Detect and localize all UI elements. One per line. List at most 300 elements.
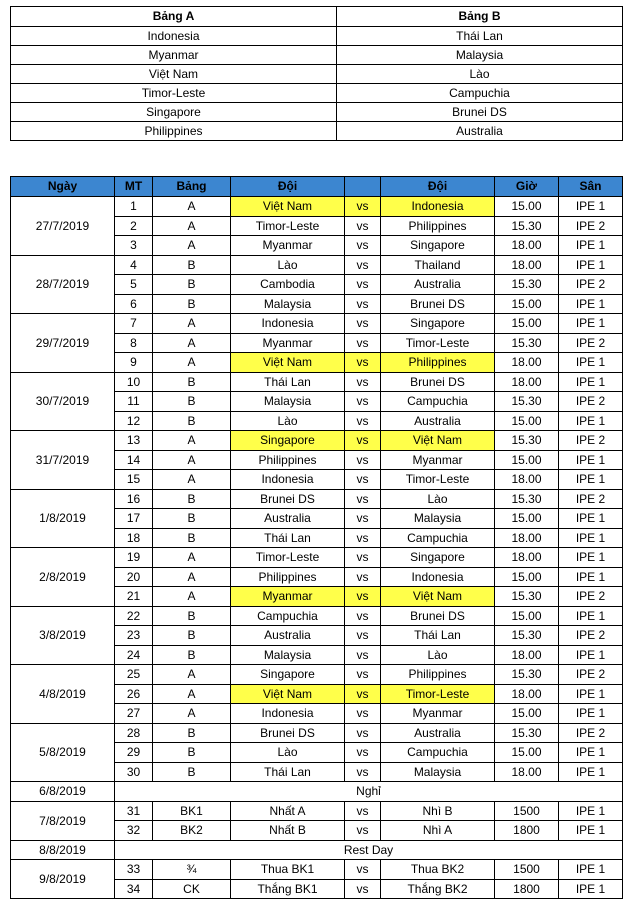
match-number: 21 bbox=[115, 587, 153, 607]
match-group: ¾ bbox=[153, 860, 231, 880]
team2: Brunei DS bbox=[381, 606, 495, 626]
match-number: 2 bbox=[115, 216, 153, 236]
match-venue: IPE 2 bbox=[559, 626, 623, 646]
vs-label: vs bbox=[345, 704, 381, 724]
vs-label: vs bbox=[345, 509, 381, 529]
group-a-team: Timor-Leste bbox=[11, 84, 337, 103]
team1: Indonesia bbox=[231, 470, 345, 490]
match-venue: IPE 1 bbox=[559, 450, 623, 470]
team1: Cambodia bbox=[231, 275, 345, 295]
match-number: 27 bbox=[115, 704, 153, 724]
team2: Thắng BK2 bbox=[381, 879, 495, 899]
match-time: 15.00 bbox=[495, 197, 559, 217]
match-venue: IPE 2 bbox=[559, 587, 623, 607]
match-group: B bbox=[153, 255, 231, 275]
team1: Philippines bbox=[231, 450, 345, 470]
match-group: A bbox=[153, 684, 231, 704]
match-time: 15.00 bbox=[495, 450, 559, 470]
match-date: 8/8/2019 bbox=[11, 840, 115, 860]
header-time: Giờ bbox=[495, 177, 559, 197]
team1: Singapore bbox=[231, 431, 345, 451]
match-date: 2/8/2019 bbox=[11, 548, 115, 607]
group-a-header: Bảng A bbox=[11, 7, 337, 27]
match-venue: IPE 1 bbox=[559, 821, 623, 841]
match-date: 9/8/2019 bbox=[11, 860, 115, 899]
team1: Indonesia bbox=[231, 314, 345, 334]
match-number: 16 bbox=[115, 489, 153, 509]
match-number: 5 bbox=[115, 275, 153, 295]
match-time: 15.30 bbox=[495, 626, 559, 646]
match-number: 11 bbox=[115, 392, 153, 412]
match-number: 7 bbox=[115, 314, 153, 334]
schedule-table bbox=[10, 176, 623, 899]
group-b-team: Lào bbox=[337, 65, 623, 84]
team1: Myanmar bbox=[231, 587, 345, 607]
match-venue: IPE 2 bbox=[559, 431, 623, 451]
match-date: 31/7/2019 bbox=[11, 431, 115, 490]
group-row bbox=[11, 65, 623, 84]
match-group: B bbox=[153, 606, 231, 626]
match-number: 10 bbox=[115, 372, 153, 392]
match-number: 14 bbox=[115, 450, 153, 470]
vs-label: vs bbox=[345, 860, 381, 880]
match-group: B bbox=[153, 294, 231, 314]
team1: Lào bbox=[231, 411, 345, 431]
table-row bbox=[11, 372, 623, 392]
group-row bbox=[11, 122, 623, 141]
match-number: 23 bbox=[115, 626, 153, 646]
vs-label: vs bbox=[345, 762, 381, 782]
match-time: 15.30 bbox=[495, 665, 559, 685]
group-row bbox=[11, 27, 623, 46]
team2: Campuchia bbox=[381, 392, 495, 412]
match-number: 1 bbox=[115, 197, 153, 217]
group-b-team: Campuchia bbox=[337, 84, 623, 103]
match-group: B bbox=[153, 645, 231, 665]
match-number: 25 bbox=[115, 665, 153, 685]
match-group: A bbox=[153, 450, 231, 470]
match-time: 15.00 bbox=[495, 743, 559, 763]
vs-label: vs bbox=[345, 294, 381, 314]
team2: Indonesia bbox=[381, 197, 495, 217]
match-group: B bbox=[153, 392, 231, 412]
team1: Thua BK1 bbox=[231, 860, 345, 880]
group-a-team: Indonesia bbox=[11, 27, 337, 46]
match-venue: IPE 1 bbox=[559, 548, 623, 568]
match-date: 3/8/2019 bbox=[11, 606, 115, 665]
match-venue: IPE 1 bbox=[559, 372, 623, 392]
schedule-header-row bbox=[11, 177, 623, 197]
match-venue: IPE 1 bbox=[559, 509, 623, 529]
team2: Singapore bbox=[381, 314, 495, 334]
match-venue: IPE 1 bbox=[559, 606, 623, 626]
team2: Myanmar bbox=[381, 450, 495, 470]
match-date: 29/7/2019 bbox=[11, 314, 115, 373]
table-row bbox=[11, 489, 623, 509]
match-group: A bbox=[153, 314, 231, 334]
team1: Nhất A bbox=[231, 801, 345, 821]
team2: Nhì A bbox=[381, 821, 495, 841]
team2: Philippines bbox=[381, 353, 495, 373]
match-venue: IPE 1 bbox=[559, 684, 623, 704]
match-venue: IPE 1 bbox=[559, 801, 623, 821]
match-time: 15.30 bbox=[495, 392, 559, 412]
team2: Brunei DS bbox=[381, 294, 495, 314]
team1: Brunei DS bbox=[231, 489, 345, 509]
group-a-team: Singapore bbox=[11, 103, 337, 122]
match-time: 15.00 bbox=[495, 509, 559, 529]
table-row bbox=[11, 431, 623, 451]
match-time: 18.00 bbox=[495, 255, 559, 275]
team1: Myanmar bbox=[231, 236, 345, 256]
match-group: B bbox=[153, 743, 231, 763]
match-venue: IPE 1 bbox=[559, 528, 623, 548]
match-group: A bbox=[153, 567, 231, 587]
group-b-team: Brunei DS bbox=[337, 103, 623, 122]
match-group: A bbox=[153, 470, 231, 490]
match-time: 15.00 bbox=[495, 606, 559, 626]
team2: Malaysia bbox=[381, 762, 495, 782]
match-number: 32 bbox=[115, 821, 153, 841]
match-venue: IPE 1 bbox=[559, 294, 623, 314]
table-row bbox=[11, 801, 623, 821]
match-venue: IPE 1 bbox=[559, 645, 623, 665]
match-group: A bbox=[153, 216, 231, 236]
match-group: A bbox=[153, 587, 231, 607]
header-vs bbox=[345, 177, 381, 197]
team2: Việt Nam bbox=[381, 431, 495, 451]
team2: Malaysia bbox=[381, 509, 495, 529]
vs-label: vs bbox=[345, 333, 381, 353]
match-group: CK bbox=[153, 879, 231, 899]
vs-label: vs bbox=[345, 255, 381, 275]
match-time: 1800 bbox=[495, 821, 559, 841]
table-row bbox=[11, 197, 623, 217]
vs-label: vs bbox=[345, 353, 381, 373]
table-row bbox=[11, 860, 623, 880]
match-group: BK2 bbox=[153, 821, 231, 841]
match-date: 7/8/2019 bbox=[11, 801, 115, 840]
table-row bbox=[11, 606, 623, 626]
vs-label: vs bbox=[345, 723, 381, 743]
groups-body bbox=[11, 27, 623, 141]
match-time: 18.00 bbox=[495, 762, 559, 782]
team2: Australia bbox=[381, 411, 495, 431]
team2: Australia bbox=[381, 723, 495, 743]
match-date: 28/7/2019 bbox=[11, 255, 115, 314]
group-b-team: Malaysia bbox=[337, 46, 623, 65]
team1: Myanmar bbox=[231, 333, 345, 353]
match-group: B bbox=[153, 626, 231, 646]
match-number: 4 bbox=[115, 255, 153, 275]
team2: Singapore bbox=[381, 236, 495, 256]
match-number: 6 bbox=[115, 294, 153, 314]
match-time: 1500 bbox=[495, 801, 559, 821]
header-venue: Sân bbox=[559, 177, 623, 197]
team1: Việt Nam bbox=[231, 684, 345, 704]
group-row bbox=[11, 84, 623, 103]
match-group: B bbox=[153, 509, 231, 529]
vs-label: vs bbox=[345, 197, 381, 217]
group-a-team: Philippines bbox=[11, 122, 337, 141]
team1: Việt Nam bbox=[231, 353, 345, 373]
note-row bbox=[11, 782, 623, 802]
match-group: B bbox=[153, 723, 231, 743]
team2: Việt Nam bbox=[381, 587, 495, 607]
match-time: 15.30 bbox=[495, 275, 559, 295]
table-row bbox=[11, 255, 623, 275]
team1: Lào bbox=[231, 255, 345, 275]
team1: Thái Lan bbox=[231, 762, 345, 782]
team1: Timor-Leste bbox=[231, 548, 345, 568]
vs-label: vs bbox=[345, 821, 381, 841]
group-b-team: Thái Lan bbox=[337, 27, 623, 46]
match-venue: IPE 1 bbox=[559, 236, 623, 256]
team2: Singapore bbox=[381, 548, 495, 568]
match-time: 18.00 bbox=[495, 372, 559, 392]
vs-label: vs bbox=[345, 216, 381, 236]
team2: Brunei DS bbox=[381, 372, 495, 392]
match-number: 13 bbox=[115, 431, 153, 451]
vs-label: vs bbox=[345, 392, 381, 412]
match-group: B bbox=[153, 372, 231, 392]
match-date: 30/7/2019 bbox=[11, 372, 115, 431]
match-number: 20 bbox=[115, 567, 153, 587]
match-venue: IPE 1 bbox=[559, 197, 623, 217]
match-group: A bbox=[153, 236, 231, 256]
match-time: 15.30 bbox=[495, 431, 559, 451]
match-venue: IPE 1 bbox=[559, 743, 623, 763]
match-venue: IPE 1 bbox=[559, 255, 623, 275]
table-row bbox=[11, 665, 623, 685]
match-time: 18.00 bbox=[495, 548, 559, 568]
team2: Indonesia bbox=[381, 567, 495, 587]
match-group: B bbox=[153, 528, 231, 548]
match-date: 6/8/2019 bbox=[11, 782, 115, 802]
header-team2: Đội bbox=[381, 177, 495, 197]
vs-label: vs bbox=[345, 801, 381, 821]
match-venue: IPE 2 bbox=[559, 723, 623, 743]
team2: Campuchia bbox=[381, 743, 495, 763]
match-number: 30 bbox=[115, 762, 153, 782]
match-time: 18.00 bbox=[495, 470, 559, 490]
match-number: 26 bbox=[115, 684, 153, 704]
vs-label: vs bbox=[345, 236, 381, 256]
vs-label: vs bbox=[345, 314, 381, 334]
match-time: 15.00 bbox=[495, 411, 559, 431]
match-time: 1500 bbox=[495, 860, 559, 880]
team1: Malaysia bbox=[231, 645, 345, 665]
team2: Lào bbox=[381, 645, 495, 665]
match-time: 15.00 bbox=[495, 704, 559, 724]
match-group: A bbox=[153, 333, 231, 353]
table-row bbox=[11, 723, 623, 743]
match-date: 4/8/2019 bbox=[11, 665, 115, 724]
match-time: 15.00 bbox=[495, 294, 559, 314]
vs-label: vs bbox=[345, 567, 381, 587]
team1: Singapore bbox=[231, 665, 345, 685]
match-number: 8 bbox=[115, 333, 153, 353]
note-row bbox=[11, 840, 623, 860]
team1: Thái Lan bbox=[231, 528, 345, 548]
match-time: 18.00 bbox=[495, 236, 559, 256]
match-time: 1800 bbox=[495, 879, 559, 899]
match-group: A bbox=[153, 353, 231, 373]
team2: Timor-Leste bbox=[381, 684, 495, 704]
match-group: B bbox=[153, 275, 231, 295]
team1: Thái Lan bbox=[231, 372, 345, 392]
match-time: 15.30 bbox=[495, 723, 559, 743]
team1: Australia bbox=[231, 626, 345, 646]
header-group: Bảng bbox=[153, 177, 231, 197]
day-note: Nghỉ bbox=[115, 782, 623, 802]
match-venue: IPE 1 bbox=[559, 411, 623, 431]
team2: Australia bbox=[381, 275, 495, 295]
match-number: 19 bbox=[115, 548, 153, 568]
schedule-body bbox=[11, 197, 623, 899]
match-number: 31 bbox=[115, 801, 153, 821]
match-number: 33 bbox=[115, 860, 153, 880]
day-note: Rest Day bbox=[115, 840, 623, 860]
match-venue: IPE 1 bbox=[559, 879, 623, 899]
match-time: 15.30 bbox=[495, 489, 559, 509]
team2: Thailand bbox=[381, 255, 495, 275]
team1: Lào bbox=[231, 743, 345, 763]
team2: Nhì B bbox=[381, 801, 495, 821]
team2: Thua BK2 bbox=[381, 860, 495, 880]
match-group: B bbox=[153, 411, 231, 431]
match-time: 15.00 bbox=[495, 314, 559, 334]
match-time: 15.30 bbox=[495, 216, 559, 236]
vs-label: vs bbox=[345, 450, 381, 470]
team2: Timor-Leste bbox=[381, 333, 495, 353]
vs-label: vs bbox=[345, 606, 381, 626]
match-venue: IPE 2 bbox=[559, 665, 623, 685]
team2: Timor-Leste bbox=[381, 470, 495, 490]
match-number: 34 bbox=[115, 879, 153, 899]
team1: Việt Nam bbox=[231, 197, 345, 217]
vs-label: vs bbox=[345, 411, 381, 431]
group-b-header: Bảng B bbox=[337, 7, 623, 27]
team2: Thái Lan bbox=[381, 626, 495, 646]
match-number: 17 bbox=[115, 509, 153, 529]
match-group: BK1 bbox=[153, 801, 231, 821]
vs-label: vs bbox=[345, 587, 381, 607]
team1: Thắng BK1 bbox=[231, 879, 345, 899]
team2: Campuchia bbox=[381, 528, 495, 548]
match-number: 3 bbox=[115, 236, 153, 256]
match-group: A bbox=[153, 665, 231, 685]
match-venue: IPE 2 bbox=[559, 275, 623, 295]
match-number: 28 bbox=[115, 723, 153, 743]
team1: Timor-Leste bbox=[231, 216, 345, 236]
match-venue: IPE 1 bbox=[559, 470, 623, 490]
header-date: Ngày bbox=[11, 177, 115, 197]
match-number: 29 bbox=[115, 743, 153, 763]
match-group: B bbox=[153, 489, 231, 509]
vs-label: vs bbox=[345, 665, 381, 685]
team1: Philippines bbox=[231, 567, 345, 587]
group-row bbox=[11, 46, 623, 65]
vs-label: vs bbox=[345, 548, 381, 568]
match-number: 18 bbox=[115, 528, 153, 548]
header-match-number: MT bbox=[115, 177, 153, 197]
vs-label: vs bbox=[345, 879, 381, 899]
vs-label: vs bbox=[345, 470, 381, 490]
match-venue: IPE 1 bbox=[559, 704, 623, 724]
match-group: A bbox=[153, 704, 231, 724]
team2: Philippines bbox=[381, 216, 495, 236]
match-venue: IPE 1 bbox=[559, 567, 623, 587]
match-venue: IPE 1 bbox=[559, 860, 623, 880]
vs-label: vs bbox=[345, 275, 381, 295]
match-time: 18.00 bbox=[495, 528, 559, 548]
match-time: 15.00 bbox=[495, 567, 559, 587]
match-number: 9 bbox=[115, 353, 153, 373]
group-a-team: Việt Nam bbox=[11, 65, 337, 84]
match-venue: IPE 1 bbox=[559, 353, 623, 373]
vs-label: vs bbox=[345, 489, 381, 509]
match-time: 15.30 bbox=[495, 333, 559, 353]
match-group: A bbox=[153, 431, 231, 451]
vs-label: vs bbox=[345, 684, 381, 704]
vs-label: vs bbox=[345, 431, 381, 451]
team2: Philippines bbox=[381, 665, 495, 685]
team1: Brunei DS bbox=[231, 723, 345, 743]
match-venue: IPE 2 bbox=[559, 392, 623, 412]
match-date: 27/7/2019 bbox=[11, 197, 115, 256]
match-date: 1/8/2019 bbox=[11, 489, 115, 548]
match-venue: IPE 1 bbox=[559, 762, 623, 782]
vs-label: vs bbox=[345, 645, 381, 665]
header-team1: Đội bbox=[231, 177, 345, 197]
match-group: A bbox=[153, 197, 231, 217]
match-number: 15 bbox=[115, 470, 153, 490]
team1: Campuchia bbox=[231, 606, 345, 626]
table-row bbox=[11, 548, 623, 568]
match-number: 22 bbox=[115, 606, 153, 626]
match-venue: IPE 1 bbox=[559, 314, 623, 334]
vs-label: vs bbox=[345, 626, 381, 646]
match-venue: IPE 2 bbox=[559, 489, 623, 509]
match-number: 24 bbox=[115, 645, 153, 665]
table-row bbox=[11, 314, 623, 334]
team1: Australia bbox=[231, 509, 345, 529]
team1: Indonesia bbox=[231, 704, 345, 724]
match-number: 12 bbox=[115, 411, 153, 431]
groups-header-row bbox=[11, 7, 623, 27]
match-time: 18.00 bbox=[495, 645, 559, 665]
vs-label: vs bbox=[345, 528, 381, 548]
group-b-team: Australia bbox=[337, 122, 623, 141]
match-group: A bbox=[153, 548, 231, 568]
match-group: B bbox=[153, 762, 231, 782]
match-time: 15.30 bbox=[495, 587, 559, 607]
match-venue: IPE 2 bbox=[559, 216, 623, 236]
vs-label: vs bbox=[345, 372, 381, 392]
match-venue: IPE 2 bbox=[559, 333, 623, 353]
match-time: 18.00 bbox=[495, 353, 559, 373]
match-time: 18.00 bbox=[495, 684, 559, 704]
match-date: 5/8/2019 bbox=[11, 723, 115, 782]
team2: Lào bbox=[381, 489, 495, 509]
group-row bbox=[11, 103, 623, 122]
team1: Malaysia bbox=[231, 392, 345, 412]
group-a-team: Myanmar bbox=[11, 46, 337, 65]
team1: Nhất B bbox=[231, 821, 345, 841]
vs-label: vs bbox=[345, 743, 381, 763]
groups-table bbox=[10, 6, 623, 141]
